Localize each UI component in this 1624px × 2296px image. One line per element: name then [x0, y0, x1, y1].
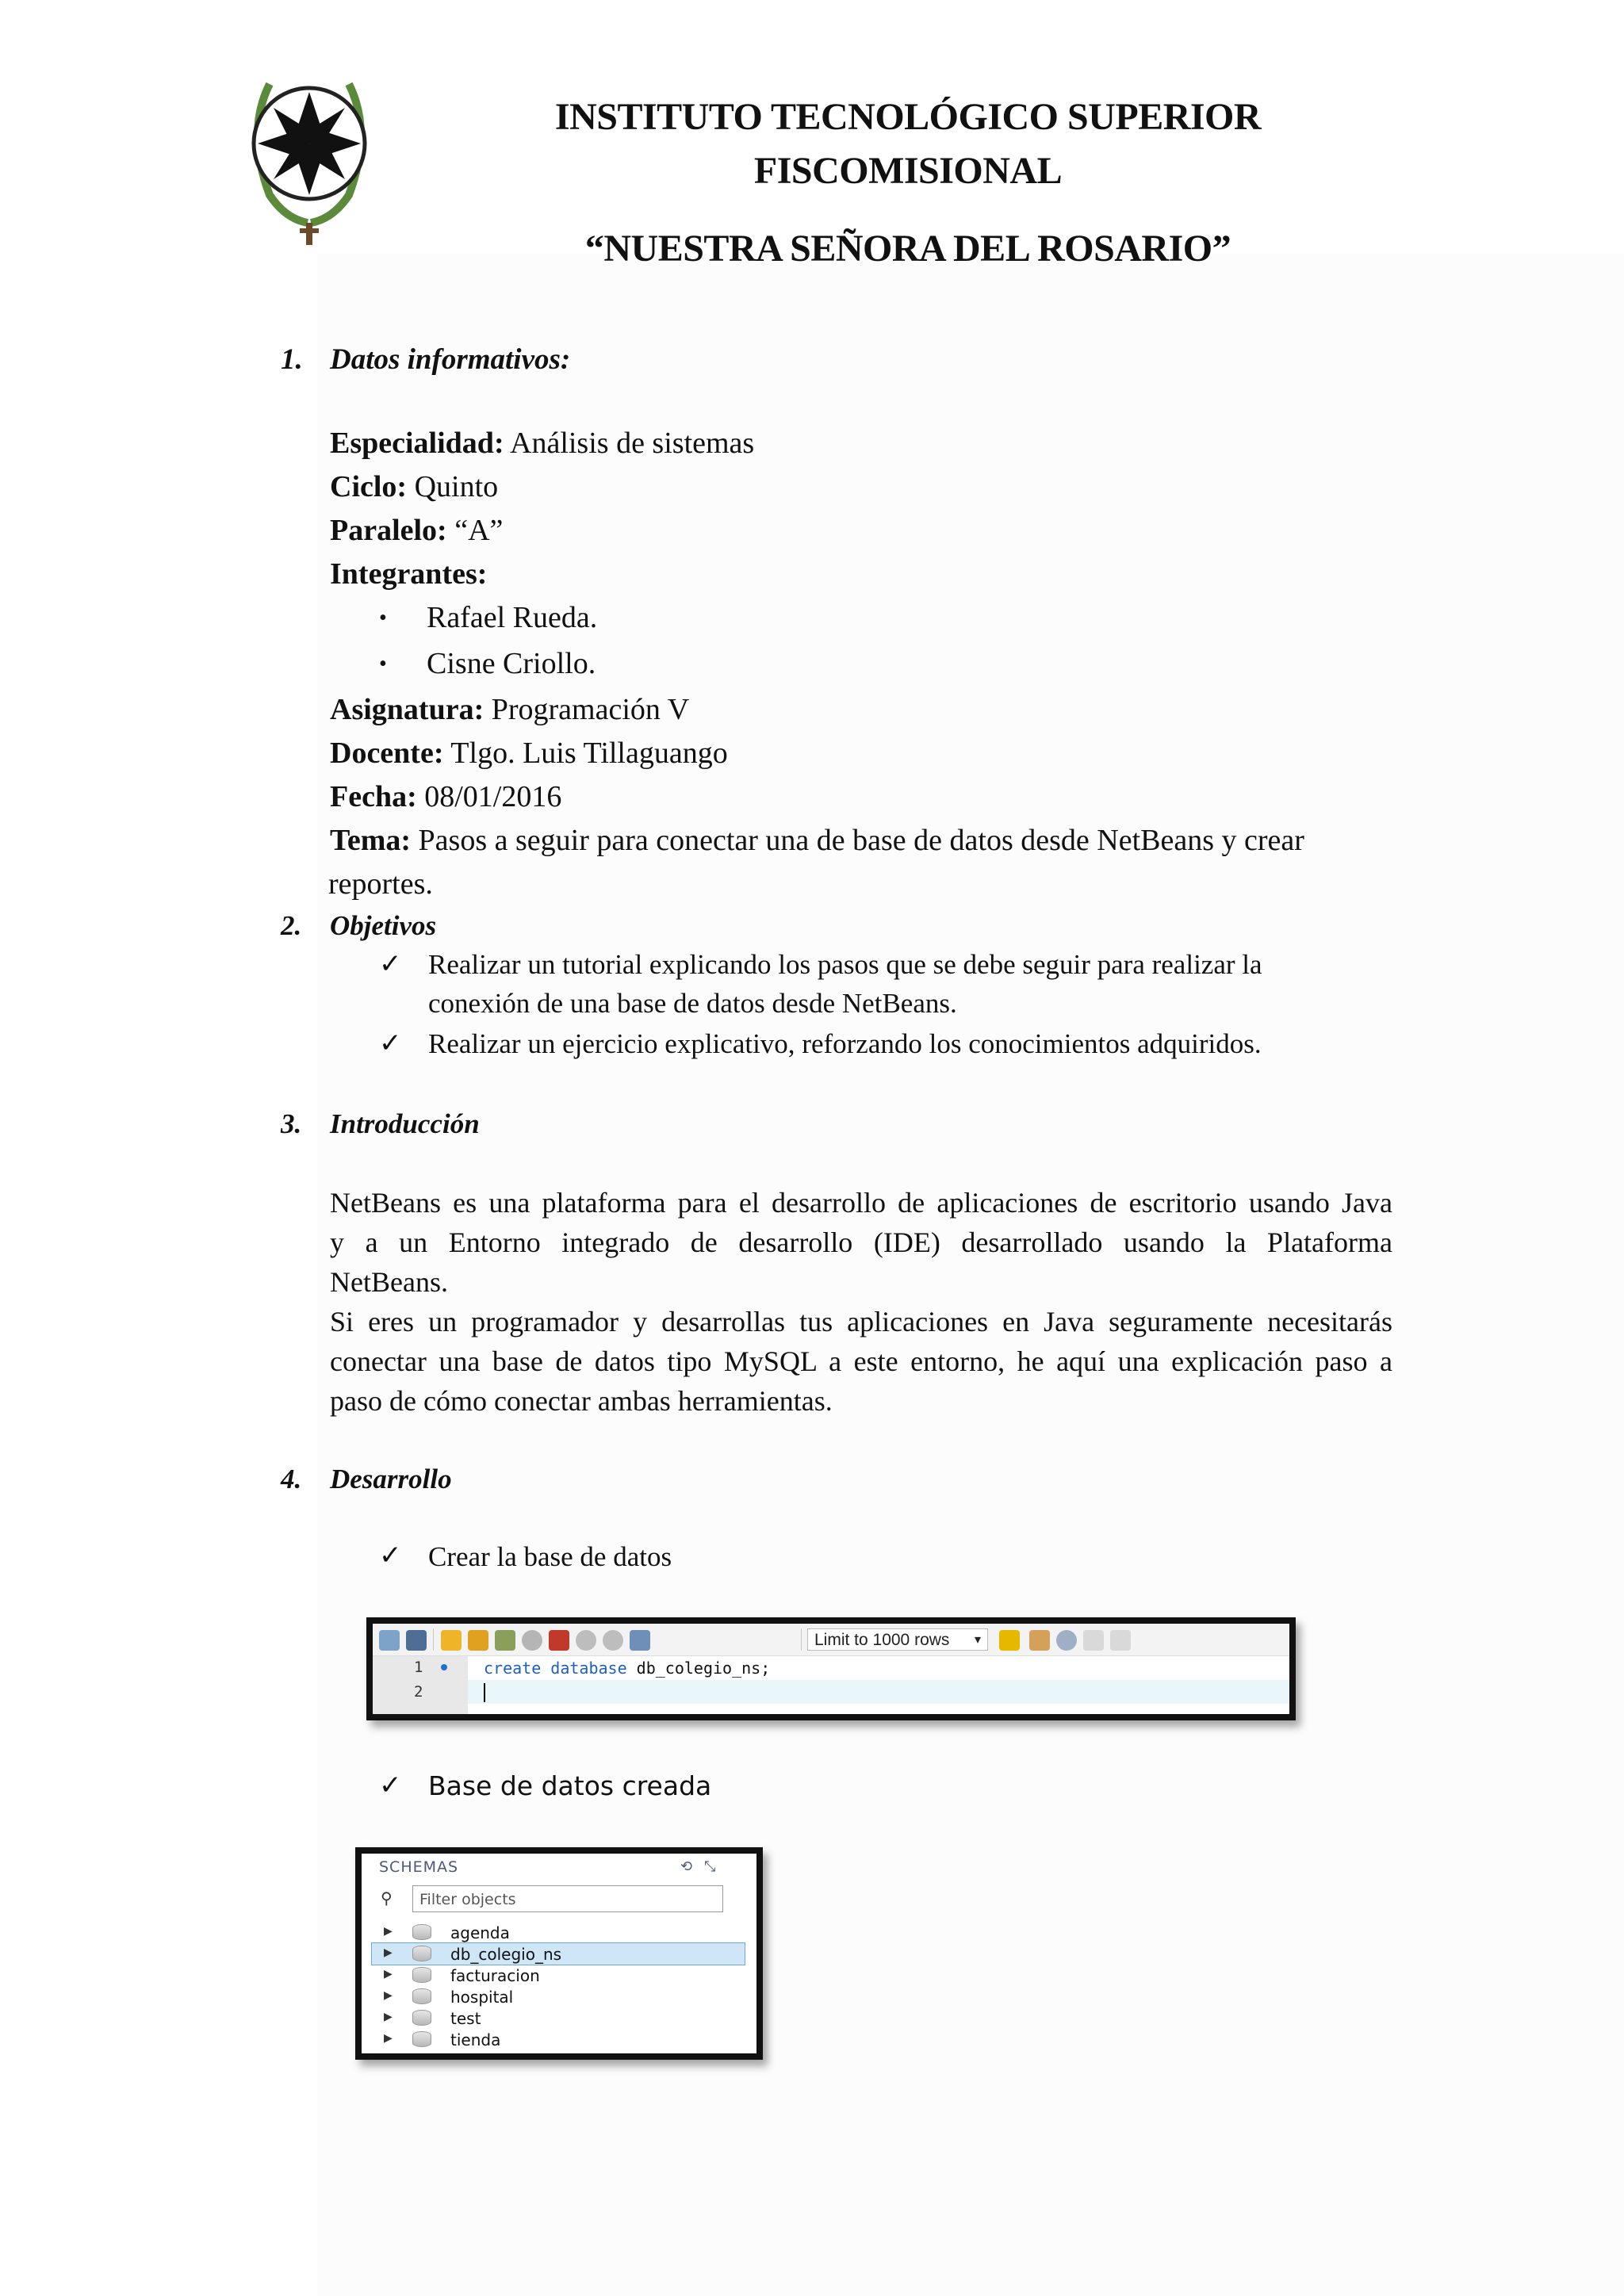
- checkmark-icon: ✓: [379, 948, 402, 980]
- database-icon: [412, 1988, 431, 2004]
- expand-arrow-icon[interactable]: ▶: [384, 1989, 393, 2002]
- sql-identifier: db_colegio_ns;: [626, 1659, 771, 1678]
- field-label: Tema:: [330, 824, 412, 857]
- commit-icon[interactable]: [576, 1630, 596, 1651]
- section4-title: Desarrollo: [330, 1464, 452, 1494]
- bullet: •: [379, 606, 387, 630]
- schema-item[interactable]: [362, 1986, 756, 2007]
- field-paralelo: [330, 515, 503, 545]
- member-item: Rafael Rueda.: [427, 601, 598, 634]
- checkmark-icon: ✓: [379, 1540, 402, 1571]
- database-icon: [412, 1924, 431, 1940]
- section3-number: 3.: [281, 1108, 302, 1139]
- expand-arrow-icon[interactable]: ▶: [384, 2032, 393, 2045]
- find-icon[interactable]: [1056, 1630, 1077, 1651]
- explain-magnifier-icon[interactable]: [495, 1630, 515, 1651]
- toolbar-separator: [433, 1628, 434, 1651]
- schemas-header: SCHEMAS: [379, 1858, 459, 1876]
- add-snippet-star-icon[interactable]: [999, 1630, 1020, 1651]
- field-value: Quinto: [407, 470, 499, 503]
- schema-name: test: [450, 2009, 481, 2028]
- database-icon: [412, 1967, 431, 1983]
- schema-item[interactable]: [362, 2029, 756, 2050]
- expand-arrow-icon[interactable]: ▶: [384, 2011, 393, 2023]
- line-number: 1: [414, 1659, 423, 1676]
- open-folder-icon[interactable]: [379, 1630, 400, 1651]
- beautify-brush-icon[interactable]: [1029, 1630, 1050, 1651]
- field-especialidad: [330, 428, 754, 458]
- expand-arrow-icon[interactable]: ▶: [384, 1968, 393, 1980]
- statement-dot-icon: [441, 1664, 447, 1670]
- step-db-created: Base de datos creada: [428, 1770, 712, 1801]
- section1-title: Datos informativos:: [330, 343, 571, 376]
- expand-arrow-icon[interactable]: ▶: [384, 1925, 393, 1938]
- invisible-chars-icon[interactable]: [1083, 1630, 1104, 1651]
- field-tema: [330, 825, 1304, 855]
- current-line-highlight: [468, 1680, 1289, 1704]
- field-label: Asignatura:: [330, 693, 485, 726]
- schema-name: tienda: [450, 2030, 501, 2049]
- field-value: Tlgo. Luis Tillaguango: [443, 737, 728, 770]
- para-line: conectar una base de datos tipo MySQL a este entorno, he aquí una explicación paso a: [330, 1345, 1392, 1377]
- wrap-lines-icon[interactable]: [1110, 1630, 1131, 1651]
- field-tema-continuation: reportes.: [328, 867, 433, 901]
- schema-name: facturacion: [450, 1966, 540, 1985]
- para-line: paso de cómo conectar ambas herramientas.: [330, 1385, 833, 1417]
- sql-editor-screenshot: [366, 1617, 1296, 1720]
- expand-arrow-icon[interactable]: ▶: [384, 1946, 393, 1959]
- section3-title: Introducción: [330, 1108, 480, 1139]
- institute-title-line1: INSTITUTO TECNOLÓGICO SUPERIOR: [554, 96, 1262, 138]
- chevron-down-icon: ▾: [974, 1633, 981, 1647]
- field-ciclo: [330, 472, 498, 502]
- objective-item-line2: conexión de una base de datos desde NetBeans.: [428, 988, 957, 1019]
- rollback-icon[interactable]: [603, 1630, 623, 1651]
- objective-item-line1: Realizar un ejercicio explicativo, reforzando los conocimientos adquiridos.: [428, 1028, 1262, 1059]
- field-label: Ciclo:: [330, 470, 408, 503]
- section2-title: Objetivos: [330, 910, 437, 941]
- filter-objects-input[interactable]: Filter objects: [412, 1885, 723, 1912]
- section4-number: 4.: [281, 1464, 302, 1494]
- database-icon: [412, 1946, 431, 1961]
- schema-item[interactable]: [362, 2007, 756, 2029]
- collapse-icon[interactable]: ⤡: [704, 1858, 716, 1875]
- schema-item[interactable]: [362, 1922, 756, 1943]
- schemas-panel-screenshot: [355, 1847, 763, 2060]
- institute-title-line2: FISCOMISIONAL: [753, 150, 1063, 192]
- field-label: Paralelo:: [330, 514, 447, 547]
- execute-current-icon[interactable]: [468, 1630, 488, 1651]
- line-number: 2: [414, 1683, 423, 1701]
- field-label: Docente:: [330, 737, 444, 770]
- step-create-db: Crear la base de datos: [428, 1541, 672, 1572]
- field-value: “A”: [446, 514, 504, 547]
- text-cursor: [484, 1683, 485, 1702]
- save-icon[interactable]: [406, 1630, 427, 1651]
- execute-lightning-icon[interactable]: [441, 1630, 462, 1651]
- schema-name: db_colegio_ns: [450, 1945, 562, 1964]
- member-item: Cisne Criollo.: [427, 647, 596, 680]
- objective-item-line1: Realizar un tutorial explicando los pasos que se debe seguir para realizar la: [428, 949, 1262, 980]
- schema-item[interactable]: [362, 1965, 756, 1986]
- autocommit-icon[interactable]: [630, 1630, 650, 1651]
- bullet: •: [379, 652, 387, 676]
- toggle-error-icon[interactable]: [549, 1630, 569, 1651]
- field-fecha: [330, 782, 561, 812]
- schema-item-selected[interactable]: [371, 1942, 745, 1965]
- checkmark-icon: ✓: [379, 1027, 402, 1059]
- sql-keyword: create database: [484, 1659, 627, 1678]
- toolbar-separator: [801, 1628, 802, 1651]
- para-line: y a un Entorno integrado de desarrollo (IDE) desarrollado usando la Plataforma: [330, 1226, 1392, 1258]
- intro-paragraph-1: [330, 1183, 1392, 1421]
- field-value: Análisis de sistemas: [504, 427, 755, 460]
- refresh-icon[interactable]: ⟲: [680, 1858, 693, 1875]
- checkmark-icon: ✓: [379, 1770, 402, 1801]
- section1-number: 1.: [281, 343, 303, 376]
- field-value: 08/01/2016: [416, 780, 562, 813]
- schema-name: hospital: [450, 1988, 514, 2007]
- institute-name: “NUESTRA SEÑORA DEL ROSARIO”: [584, 228, 1231, 270]
- para-line: Si eres un programador y desarrollas tus aplicaciones en Java seguramente necesitarás: [330, 1306, 1392, 1337]
- sql-toolbar: [373, 1624, 1289, 1656]
- schema-name: agenda: [450, 1923, 510, 1942]
- field-docente: [330, 738, 728, 768]
- field-asignatura: [330, 695, 689, 725]
- field-integrantes: [330, 559, 487, 589]
- field-label: Integrantes:: [330, 557, 488, 591]
- search-icon: ⚲: [381, 1888, 393, 1908]
- sql-editor-area[interactable]: [373, 1656, 1289, 1714]
- database-icon: [412, 2010, 431, 2026]
- field-label: Fecha:: [330, 780, 417, 813]
- sql-code-line: [484, 1659, 770, 1678]
- field-label: Especialidad:: [330, 427, 504, 460]
- field-value: Pasos a seguir para conectar una de base de datos desde NetBeans y crear: [411, 824, 1304, 857]
- field-value: Programación V: [484, 693, 690, 726]
- database-icon: [412, 2031, 431, 2047]
- limit-rows-label: Limit to 1000 rows: [814, 1631, 950, 1649]
- stop-icon[interactable]: [522, 1630, 542, 1651]
- para-line: NetBeans.: [330, 1266, 448, 1298]
- section2-number: 2.: [281, 910, 302, 941]
- limit-rows-select[interactable]: [807, 1628, 988, 1651]
- para-line: NetBeans es una plataforma para el desarrollo de aplicaciones de escritorio usando Java: [330, 1187, 1392, 1219]
